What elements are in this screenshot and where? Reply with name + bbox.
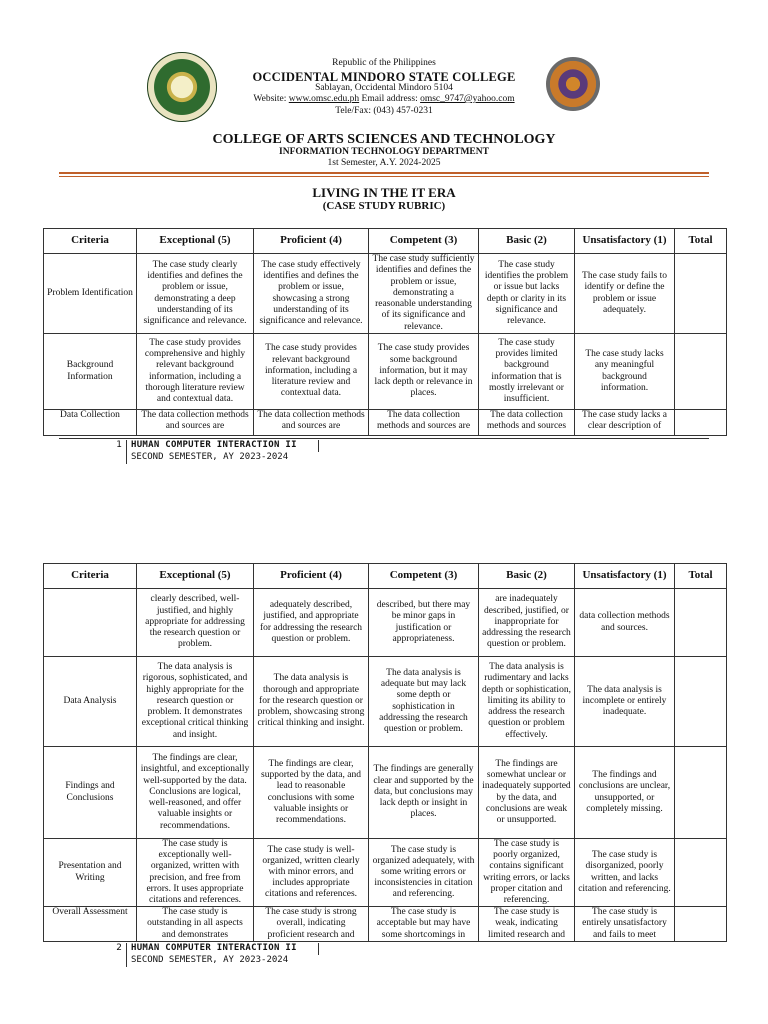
table-row <box>44 589 727 657</box>
footer-divider <box>126 943 127 955</box>
column-header: Unsatisfactory (1) <box>575 564 675 589</box>
unsatisfactory-cell: The case study fails to identify or define the problem or issue adequately. <box>575 254 675 334</box>
footer-course: HUMAN COMPUTER INTERACTION II <box>131 943 297 953</box>
footer-divider <box>318 440 319 452</box>
competent-cell: The findings are generally clear and supported by the data, but conclusions may lack depth or insight in places. <box>369 747 479 839</box>
footer-divider <box>126 955 127 967</box>
document-title: LIVING IN THE IT ERA <box>312 185 456 200</box>
table-row <box>44 747 727 839</box>
column-header: Competent (3) <box>369 229 479 254</box>
unsatisfactory-cell: The case study lacks a clear description of <box>575 410 675 436</box>
exceptional-cell: The data analysis is rigorous, sophisticated, and highly appropriate for the research question or problem. It demonstrates exceptional critical thinking and insight. <box>137 657 254 747</box>
column-header: Basic (2) <box>479 229 575 254</box>
competent-cell: described, but there may be minor gaps in justification or appropriateness. <box>369 589 479 657</box>
email-link[interactable]: omsc_9747@yahoo.com <box>420 94 515 104</box>
exceptional-cell: The data collection methods and sources are <box>137 410 254 436</box>
criteria-cell <box>44 589 137 657</box>
column-header: Exceptional (5) <box>137 564 254 589</box>
footer-semester: SECOND SEMESTER, AY 2023-2024 <box>131 955 289 965</box>
footer-course: HUMAN COMPUTER INTERACTION II <box>131 440 297 450</box>
semester-line: 1st Semester, A.Y. 2024-2025 <box>327 158 441 168</box>
total-cell <box>675 839 727 907</box>
proficient-cell: The findings are clear, supported by the data, and lead to reasonable conclusions with some valuable insights or recommendations. <box>254 747 369 839</box>
table-row <box>44 334 727 410</box>
college-address: Sablayan, Occidental Mindoro 5104 <box>315 83 453 93</box>
criteria-cell: Overall Assessment <box>44 907 137 942</box>
criteria-cell: Findings and Conclusions <box>44 747 137 839</box>
exceptional-cell: The case study is exceptionally well-organized, written with precision, and free from errors. It uses appropriate citations and references. <box>137 839 254 907</box>
unsatisfactory-cell: data collection methods and sources. <box>575 589 675 657</box>
basic-cell: The case study provides limited background information that is mostly irrelevant or insufficient. <box>479 334 575 410</box>
page-number: 1 <box>116 440 122 450</box>
contact-line <box>0 95 768 105</box>
basic-cell: The case study is poorly organized, contains significant writing errors, or lacks proper citation and referencing. <box>479 839 575 907</box>
criteria-cell: Background Information <box>44 334 137 410</box>
table-row <box>44 839 727 907</box>
exceptional-cell: The findings are clear, insightful, and exceptionally well-supported by the data. Conclusions are logical, well-reasoned, and offer valuable insights or recommendations. <box>137 747 254 839</box>
criteria-cell: Data Collection <box>44 410 137 436</box>
table-header-row <box>44 564 727 589</box>
criteria-cell: Data Analysis <box>44 657 137 747</box>
footer-rule <box>59 438 709 439</box>
document-subtitle: (CASE STUDY RUBRIC) <box>322 200 446 212</box>
table-row <box>44 410 727 436</box>
competent-cell: The case study is acceptable but may have some shortcomings in <box>369 907 479 942</box>
total-cell <box>675 334 727 410</box>
proficient-cell: The case study provides relevant background information, including a literature review and contextual data. <box>254 334 369 410</box>
table-row <box>44 254 727 334</box>
basic-cell: The case study is weak, indicating limited research and <box>479 907 575 942</box>
basic-cell: The case study identifies the problem or issue but lacks depth or clarity in its significance and relevance. <box>479 254 575 334</box>
proficient-cell: The case study is well-organized, written clearly with minor errors, and includes appropriate citations and references. <box>254 839 369 907</box>
basic-cell: The data collection methods and sources <box>479 410 575 436</box>
exceptional-cell: The case study is outstanding in all aspects and demonstrates <box>137 907 254 942</box>
competent-cell: The data collection methods and sources are <box>369 410 479 436</box>
rubric-table-page-1 <box>43 228 727 436</box>
column-header: Proficient (4) <box>254 564 369 589</box>
total-cell <box>675 589 727 657</box>
unsatisfactory-cell: The data analysis is incomplete or entirely inadequate. <box>575 657 675 747</box>
unsatisfactory-cell: The findings and conclusions are unclear, unsupported, or completely missing. <box>575 747 675 839</box>
column-header: Competent (3) <box>369 564 479 589</box>
competent-cell: The case study provides some background information, but it may lack depth or relevance in places. <box>369 334 479 410</box>
proficient-cell: adequately described, justified, and appropriate for addressing the research question or problem. <box>254 589 369 657</box>
proficient-cell: The data analysis is thorough and appropriate for the research question or problem, showcasing strong critical thinking and insight. <box>254 657 369 747</box>
website-label: Website: <box>253 94 287 104</box>
unsatisfactory-cell: The case study is entirely unsatisfactory and fails to meet <box>575 907 675 942</box>
republic-line: Republic of the Philippines <box>332 58 436 68</box>
website-link[interactable]: www.omsc.edu.ph <box>288 94 360 104</box>
column-header: Basic (2) <box>479 564 575 589</box>
telefax-line: Tele/Fax: (043) 457-0231 <box>335 106 433 116</box>
footer-divider <box>318 943 319 955</box>
footer-semester: SECOND SEMESTER, AY 2023-2024 <box>131 452 289 462</box>
page-number: 2 <box>116 943 122 953</box>
total-cell <box>675 657 727 747</box>
unsatisfactory-cell: The case study is disorganized, poorly written, and lacks citation and referencing. <box>575 839 675 907</box>
competent-cell: The case study sufficiently identifies and defines the problem or issue, demonstrating a reasonable understanding of its significance and relevance. <box>369 254 479 334</box>
proficient-cell: The case study effectively identifies and defines the problem or issue, showcasing a strong understanding of its significance and relevance. <box>254 254 369 334</box>
footer-divider <box>126 452 127 464</box>
total-cell <box>675 907 727 942</box>
criteria-cell: Presentation and Writing <box>44 839 137 907</box>
total-cell <box>675 747 727 839</box>
table-row <box>44 907 727 942</box>
table-row <box>44 657 727 747</box>
footer-rule <box>59 941 709 942</box>
email-label: Email address: <box>361 94 418 104</box>
exceptional-cell: The case study provides comprehensive and highly relevant background information, including a thorough literature review and contextual data. <box>137 334 254 410</box>
column-header: Exceptional (5) <box>137 229 254 254</box>
column-header: Total <box>675 229 727 254</box>
column-header: Criteria <box>44 229 137 254</box>
header-rule-thin <box>59 176 709 177</box>
criteria-cell: Problem Identification <box>44 254 137 334</box>
column-header: Criteria <box>44 564 137 589</box>
college-unit-title: COLLEGE OF ARTS SCIENCES AND TECHNOLOGY <box>212 132 556 147</box>
proficient-cell: The case study is strong overall, indicating proficient research and <box>254 907 369 942</box>
header-rule <box>59 172 709 174</box>
department-name: INFORMATION TECHNOLOGY DEPARTMENT <box>279 147 489 157</box>
column-header: Proficient (4) <box>254 229 369 254</box>
column-header: Total <box>675 564 727 589</box>
column-header: Unsatisfactory (1) <box>575 229 675 254</box>
competent-cell: The data analysis is adequate but may lack some depth or sophistication in addressing the research question or problem. <box>369 657 479 747</box>
unsatisfactory-cell: The case study lacks any meaningful background information. <box>575 334 675 410</box>
exceptional-cell: clearly described, well-justified, and highly appropriate for addressing the research question or problem. <box>137 589 254 657</box>
proficient-cell: The data collection methods and sources are <box>254 410 369 436</box>
rubric-table-page-2 <box>43 563 727 942</box>
table-header-row <box>44 229 727 254</box>
total-cell <box>675 410 727 436</box>
basic-cell: The data analysis is rudimentary and lacks depth or sophistication, limiting its ability to address the research question or problem effectively. <box>479 657 575 747</box>
footer-divider <box>126 440 127 452</box>
basic-cell: The findings are somewhat unclear or inadequately supported by the data, and conclusions are weak or unsupported. <box>479 747 575 839</box>
basic-cell: are inadequately described, justified, or inappropriate for addressing the research question or problem. <box>479 589 575 657</box>
competent-cell: The case study is organized adequately, with some writing errors or inconsistencies in citation and referencing. <box>369 839 479 907</box>
college-name: OCCIDENTAL MINDORO STATE COLLEGE <box>252 70 516 84</box>
total-cell <box>675 254 727 334</box>
exceptional-cell: The case study clearly identifies and defines the problem or issue, demonstrating a deep understanding of its significance and relevance. <box>137 254 254 334</box>
